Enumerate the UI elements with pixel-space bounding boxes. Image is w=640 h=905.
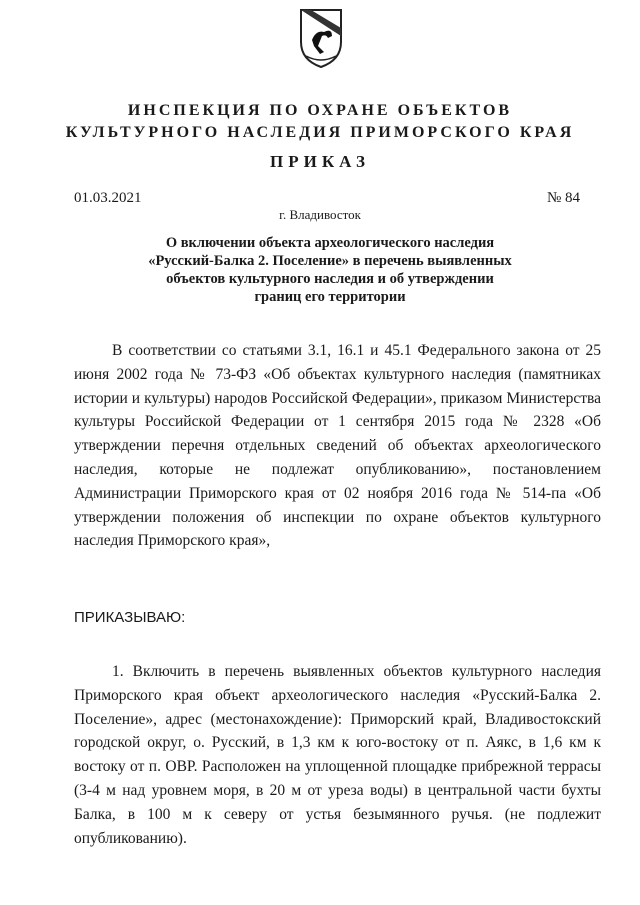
organization-name-line-2: КУЛЬТУРНОГО НАСЛЕДИЯ ПРИМОРСКОГО КРАЯ — [65, 124, 575, 141]
item-1-text: 1. Включить в перечень выявленных объектов культурного наследия Приморского края объект археологического наследия «Русский-Балка 2. Поселение», адрес (местонахождение): Приморский край, Владивостокский городской округ, о. Русский, в 1,3 км к юго-востоку от п. Аякс, в 1,6 км к востоку от п. ОВР. Расположен на уплощенной площадке прибрежной террасы (3-4 м над уровнем моря, в 20 м от уреза воды) в центральной части бухты Балка, в 100 м к северу от устья безымянного ручья. (не подлежит опубликованию). — [74, 663, 601, 847]
document-date: 01.03.2021 — [74, 190, 142, 206]
subject-line-4: границ его территории — [254, 289, 406, 305]
document-type: ПРИКАЗ — [270, 152, 370, 171]
preamble-paragraph — [74, 339, 601, 553]
order-command: ПРИКАЗЫВАЮ: — [74, 609, 186, 626]
subject-line-1: О включении объекта археологического наследия — [165, 235, 495, 251]
preamble-text: В соответствии со статьями 3.1, 16.1 и 45.1 Федерального закона от 25 июня 2002 года № 73-ФЗ «Об объектах культурного наследия (памятниках истории и культуры) народов Российской Федерации», приказом Министерства культуры Российской Федерации от 1 сентября 2015 года № 2328 «Об утверждении перечня отдельных сведений об объектах археологического наследия, которые не подлежат опубликованию», постановлением Администрации Приморского края от 02 ноября 2016 года № 514-па «Об утверждении положения об инспекции по охране объектов культурного наследия Приморского края», — [74, 342, 601, 550]
organization-name-line-1: ИНСПЕКЦИЯ ПО ОХРАНЕ ОБЪЕКТОВ — [127, 102, 513, 119]
organization-name — [40, 100, 600, 144]
document-city: г. Владивосток — [279, 207, 361, 222]
coat-of-arms-icon — [298, 6, 344, 70]
document-subject — [120, 234, 540, 306]
subject-line-3: объектов культурного наследия и об утверждении — [166, 271, 494, 287]
item-1-paragraph — [74, 660, 601, 850]
subject-line-2: «Русский-Балка 2. Поселение» в перечень выявленных — [148, 253, 512, 269]
document-number: № 84 — [546, 190, 580, 206]
